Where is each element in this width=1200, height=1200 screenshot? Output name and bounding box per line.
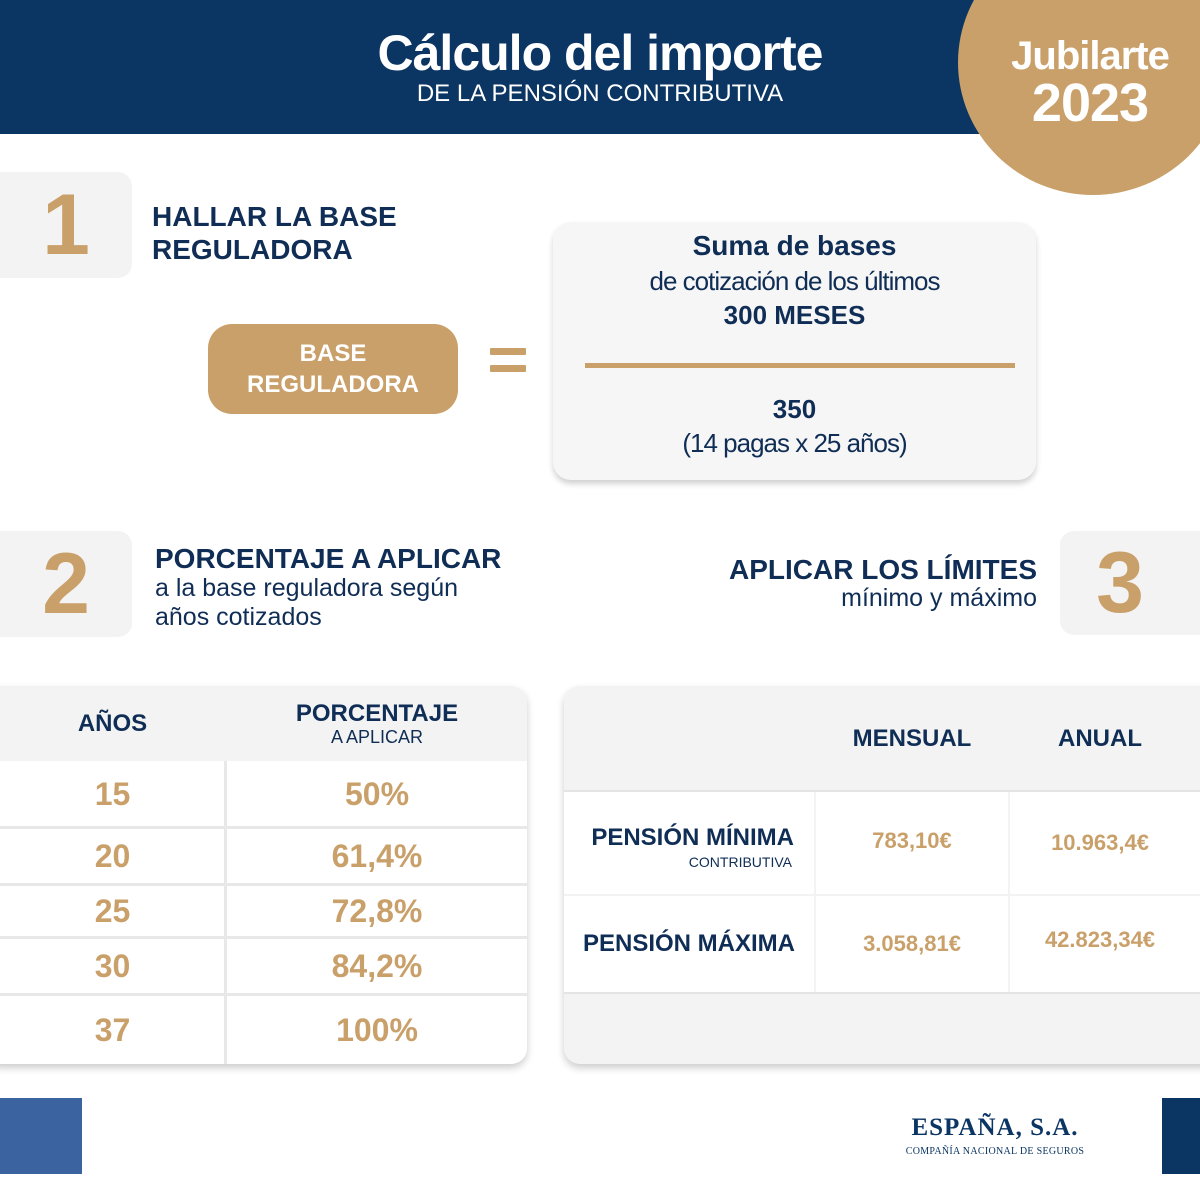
formula-card bbox=[553, 222, 1036, 480]
row-divider bbox=[564, 790, 1200, 792]
step2-sub-line1: a la base reguladora según bbox=[155, 574, 459, 602]
row-divider bbox=[0, 883, 527, 886]
badge-year: 2023 bbox=[1031, 73, 1149, 133]
header-annual: ANUAL bbox=[1058, 725, 1142, 752]
page-title: Cálculo del importe bbox=[377, 25, 823, 81]
row-label: PENSIÓN MÁXIMA bbox=[564, 896, 814, 992]
header-years: AÑOS bbox=[77, 709, 148, 737]
footer-accent-right bbox=[1162, 1098, 1200, 1174]
numerator-line1: Suma de bases bbox=[692, 230, 897, 261]
step3-number-tile bbox=[1060, 531, 1200, 635]
row-label: PENSIÓN MÍNIMA bbox=[591, 824, 794, 851]
denominator-line1: 350 bbox=[772, 394, 817, 424]
fraction-divider bbox=[585, 363, 1015, 368]
header-percentage-line2: A APLICAR bbox=[330, 726, 424, 747]
years-cell: 30 bbox=[0, 939, 225, 993]
step1-title-line1: HALLAR LA BASE bbox=[152, 201, 397, 232]
numerator-line3: 300 MESES bbox=[723, 300, 866, 330]
column-divider bbox=[224, 761, 227, 1064]
pill-line2: REGULADORA bbox=[247, 371, 419, 398]
step3-number: 3 bbox=[1096, 534, 1144, 631]
step1-title-line2: REGULADORA bbox=[152, 234, 353, 265]
step2-title: PORCENTAJE A APLICAR bbox=[155, 543, 502, 574]
step3-subtitle: mínimo y máximo bbox=[841, 584, 1037, 612]
step3-title: APLICAR LOS LÍMITES bbox=[729, 554, 1037, 585]
years-cell: 15 bbox=[0, 763, 225, 826]
step1-number: 1 bbox=[42, 176, 90, 273]
page-subtitle: DE LA PENSIÓN CONTRIBUTIVA bbox=[416, 80, 784, 107]
row-divider bbox=[0, 936, 527, 939]
percentage-cell: 72,8% bbox=[227, 886, 527, 936]
step1-title bbox=[152, 200, 397, 266]
header-percentage bbox=[227, 686, 527, 761]
monthly-cell: 3.058,81€ bbox=[816, 896, 1008, 992]
step2-subtitle bbox=[155, 574, 458, 632]
limits-table bbox=[564, 686, 1200, 1064]
step2-sub-line2: años cotizados bbox=[155, 603, 322, 631]
header-percentage-line1: PORCENTAJE bbox=[295, 699, 459, 727]
row-divider bbox=[0, 826, 527, 829]
header-monthly: MENSUAL bbox=[852, 725, 972, 752]
row-label-cell bbox=[564, 792, 814, 894]
row-divider bbox=[564, 992, 1200, 994]
equals-sign bbox=[490, 348, 526, 382]
step2-number-tile bbox=[0, 531, 132, 637]
footer-accent-left bbox=[0, 1098, 82, 1174]
step2-number: 2 bbox=[42, 535, 90, 632]
years-cell: 37 bbox=[0, 996, 225, 1064]
percentage-cell: 100% bbox=[227, 996, 527, 1064]
numerator-line2: de cotización de los últimos bbox=[649, 266, 940, 296]
percentage-cell: 61,4% bbox=[227, 829, 527, 883]
denominator-line2: (14 pagas x 25 años) bbox=[682, 428, 907, 458]
percentage-cell: 84,2% bbox=[227, 939, 527, 993]
years-cell: 20 bbox=[0, 829, 225, 883]
pill-line1: BASE bbox=[299, 340, 367, 367]
step1-number-tile bbox=[0, 172, 132, 278]
badge-brand: Jubilarte bbox=[1011, 34, 1169, 78]
percent-table bbox=[0, 686, 527, 1064]
row-sublabel: CONTRIBUTIVA bbox=[688, 854, 792, 870]
years-cell: 25 bbox=[0, 886, 225, 936]
company-tagline: COMPAÑÍA NACIONAL DE SEGUROS bbox=[905, 1146, 1085, 1157]
annual-cell: 10.963,4€ bbox=[1010, 792, 1200, 894]
company-logo: ESPAÑA, S.A. bbox=[911, 1114, 1079, 1141]
percentage-cell: 50% bbox=[227, 763, 527, 826]
monthly-cell: 783,10€ bbox=[816, 792, 1008, 894]
base-reguladora-pill bbox=[208, 324, 458, 414]
annual-cell: 42.823,34€ bbox=[1010, 896, 1200, 992]
row-divider bbox=[0, 993, 527, 996]
